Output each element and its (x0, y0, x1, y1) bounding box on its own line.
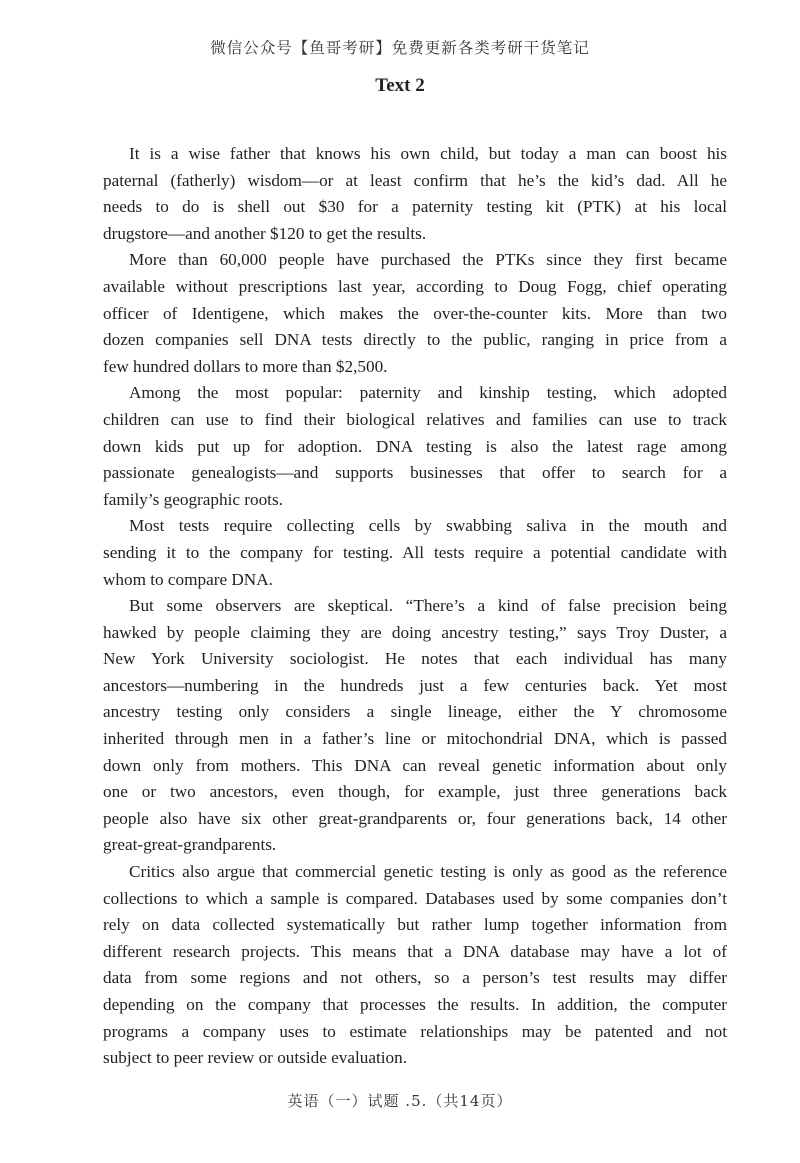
paragraph (103, 859, 727, 1072)
text-line: great-great-grandparents. (103, 835, 277, 855)
text-line: collections to which a sample is compared. Databases used by some companies don’t (103, 888, 727, 908)
text-line: ancestors—numbering in the hundreds just a few centuries back. Yet most (103, 675, 727, 695)
text-line: different research projects. This means that a DNA database may have a lot of (103, 941, 727, 961)
text-line: rely on data collected systematically but rather lump together information from (103, 915, 727, 935)
text-line: sending it to the company for testing. All tests require a potential candidate with (103, 542, 727, 562)
text-line: paternal (fatherly) wisdom—or at least confirm that he’s the kid’s dad. All he (103, 170, 727, 190)
text-line: inherited through men in a father’s line or mitochondrial DNA, which is passed (103, 729, 727, 749)
text-line: down kids put up for adoption. DNA testing is also the latest rage among (103, 436, 727, 456)
text-line: More than 60,000 people have purchased the PTKs since they first became (129, 250, 727, 270)
paragraph (103, 380, 727, 513)
text-line: Most tests require collecting cells by swabbing saliva in the mouth and (129, 516, 727, 536)
text-line: New York University sociologist. He notes that each individual has many (103, 649, 727, 669)
text-line: available without prescriptions last year, according to Doug Fogg, chief operating (103, 276, 727, 296)
passage-body (103, 141, 727, 1072)
text-line: hawked by people claiming they are doing ancestry testing,” says Troy Duster, a (103, 622, 727, 642)
text-line: family’s geographic roots. (103, 489, 283, 509)
text-line: needs to do is shell out $30 for a paternity testing kit (PTK) at his local (103, 197, 727, 217)
text-line: few hundred dollars to more than $2,500. (103, 356, 388, 376)
page-footer: 英语（一）试题 .5.（共14页） (287, 1092, 513, 1110)
paragraph (103, 247, 727, 380)
text-line: subject to peer review or outside evaluation. (103, 1048, 408, 1068)
paragraph (103, 593, 727, 859)
passage-title: Text 2 (375, 75, 425, 96)
text-line: children can use to find their biological relatives and families can use to track (103, 409, 727, 429)
paragraph (103, 141, 727, 247)
text-line: passionate genealogists—and supports businesses that offer to search for a (103, 463, 727, 483)
paragraph (103, 513, 727, 593)
text-line: down only from mothers. This DNA can reveal genetic information about only (103, 755, 727, 775)
text-line: one or two ancestors, even though, for example, just three generations back (103, 782, 727, 802)
text-line: data from some regions and not others, so a person’s test results may differ (103, 968, 727, 988)
text-line: drugstore—and another $120 to get the results. (103, 223, 427, 243)
text-line: Critics also argue that commercial genetic testing is only as good as the reference (129, 862, 727, 882)
text-line: ancestry testing only considers a single lineage, either the Y chromosome (103, 702, 727, 722)
text-line: dozen companies sell DNA tests directly to the public, ranging in price from a (103, 330, 727, 350)
text-line: people also have six other great-grandparents or, four generations back, 14 other (103, 808, 727, 828)
text-line: whom to compare DNA. (103, 569, 273, 589)
text-line: programs a company uses to estimate relationships may be patented and not (103, 1021, 727, 1041)
text-line: It is a wise father that knows his own child, but today a man can boost his (129, 144, 727, 163)
text-line: Among the most popular: paternity and kinship testing, which adopted (129, 383, 727, 403)
text-line: depending on the company that processes the results. In addition, the computer (103, 995, 727, 1014)
text-line: officer of Identigene, which makes the over-the-counter kits. More than two (103, 303, 727, 323)
text-line: But some observers are skeptical. “There’s a kind of false precision being (129, 596, 727, 616)
watermark-header: 微信公众号【鱼哥考研】免费更新各类考研干货笔记 (210, 39, 590, 57)
